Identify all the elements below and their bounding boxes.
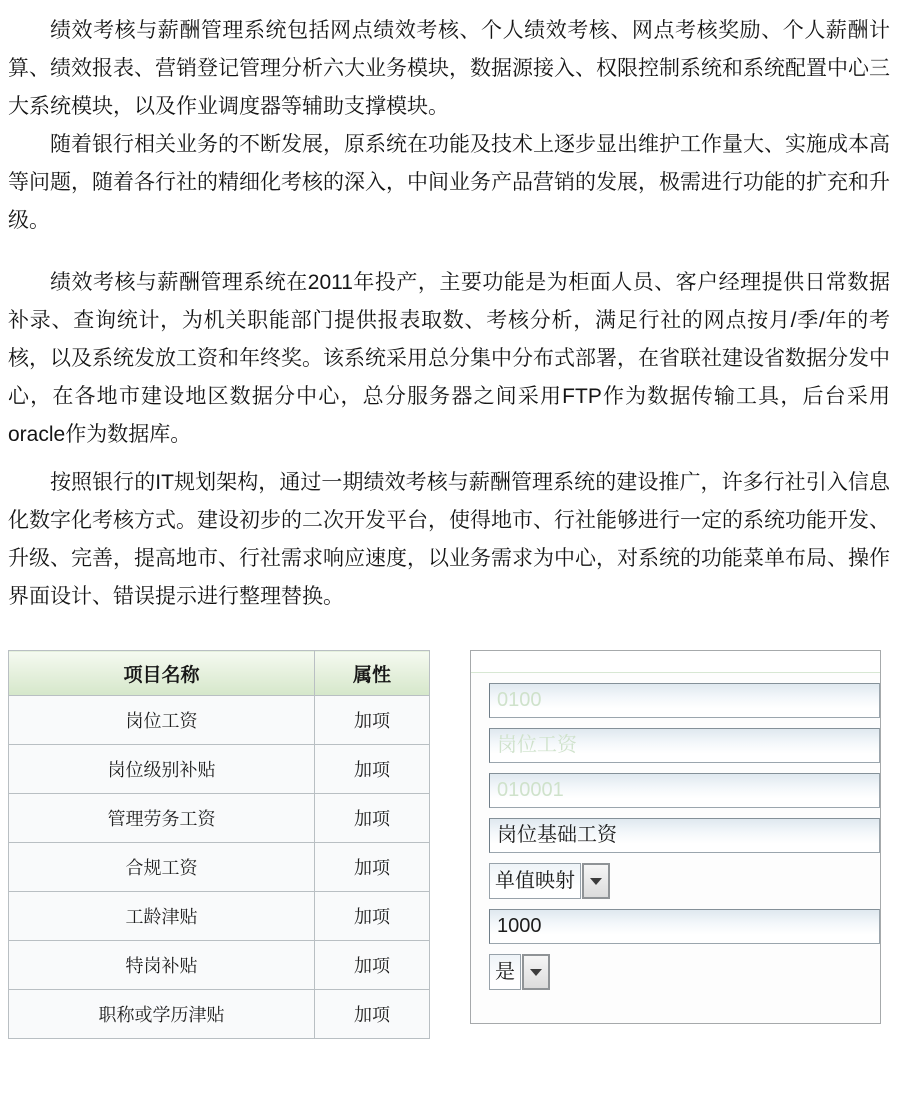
item-code-input[interactable]: 0100: [489, 683, 880, 718]
sub-item-code-input[interactable]: 010001: [489, 773, 880, 808]
mapping-type-select-value: 单值映射: [489, 863, 581, 899]
item-name-cell: 特岗补贴: [9, 941, 315, 990]
paragraph-system-history: 绩效考核与薪酬管理系统在2011年投产，主要功能是为柜面人员、客户经理提供日常数据补录、查询统计，为机关职能部门提供报表取数、考核分析，满足行社的网点按月/季/年的考核，以及系统发放工资和年终奖。该系统采用总分集中分布式部署，在省联社建设省数据分发中心，在各地市建设地区数据分中心，总分服务器之间采用FTP作为数据传输工具，后台采用oracle作为数据库。: [8, 271, 890, 446]
flag-select-value: 是: [489, 954, 521, 990]
panel-separator: [471, 672, 880, 673]
mapping-type-select[interactable]: [489, 863, 610, 899]
dropdown-button[interactable]: [582, 863, 610, 899]
column-header-attribute: 属性: [315, 651, 430, 696]
column-header-item-name: 项目名称: [9, 651, 315, 696]
paragraph-upgrade-need: 随着银行相关业务的不断发展，原系统在功能及技术上逐步显出维护工作量大、实施成本高等问题，随着各行社的精细化考核的深入，中间业务产品营销的发展，极需进行功能的扩充和升级。: [8, 133, 890, 232]
chevron-down-icon: [590, 878, 602, 885]
dropdown-button[interactable]: [522, 954, 550, 990]
item-name-input[interactable]: 岗位工资: [489, 728, 880, 763]
table-row: [9, 941, 430, 990]
table-row: [9, 696, 430, 745]
attribute-cell: 加项: [315, 892, 430, 941]
salary-items-table: [8, 650, 430, 1039]
item-name-cell: 工龄津贴: [9, 892, 315, 941]
table-row: [9, 745, 430, 794]
paragraph-system-modules: 绩效考核与薪酬管理系统包括网点绩效考核、个人绩效考核、网点考核奖励、个人薪酬计算、绩效报表、营销登记管理分析六大业务模块，数据源接入、权限控制系统和系统配置中心三大系统模块，以及作业调度器等辅助支撑模块。: [8, 19, 890, 118]
attribute-cell: 加项: [315, 696, 430, 745]
table-header-row: [9, 651, 430, 696]
amount-input[interactable]: 1000: [489, 909, 880, 944]
flag-select[interactable]: [489, 954, 550, 990]
table-row: [9, 794, 430, 843]
item-detail-panel: [470, 650, 881, 1024]
item-name-cell: 合规工资: [9, 843, 315, 892]
attribute-cell: 加项: [315, 745, 430, 794]
paragraph-it-plan: 按照银行的IT规划架构，通过一期绩效考核与薪酬管理系统的建设推广，许多行社引入信息化数字化考核方式。建设初步的二次开发平台，使得地市、行社能够进行一定的系统功能开发、升级、完善，提高地市、行社需求响应速度，以业务需求为中心，对系统的功能菜单布局、操作界面设计、错误提示进行整理替换。: [8, 471, 890, 608]
attribute-cell: 加项: [315, 794, 430, 843]
attribute-cell: 加项: [315, 990, 430, 1039]
attribute-cell: 加项: [315, 941, 430, 990]
table-row: [9, 892, 430, 941]
item-name-cell: 岗位工资: [9, 696, 315, 745]
item-name-cell: 管理劳务工资: [9, 794, 315, 843]
sub-item-name-input[interactable]: 岗位基础工资: [489, 818, 880, 853]
item-name-cell: 职称或学历津贴: [9, 990, 315, 1039]
item-name-cell: 岗位级别补贴: [9, 745, 315, 794]
chevron-down-icon: [530, 969, 542, 976]
figures-section: [0, 650, 900, 1080]
table-row: [9, 990, 430, 1039]
table-row: [9, 843, 430, 892]
attribute-cell: 加项: [315, 843, 430, 892]
panel-header-strip: [471, 651, 880, 672]
